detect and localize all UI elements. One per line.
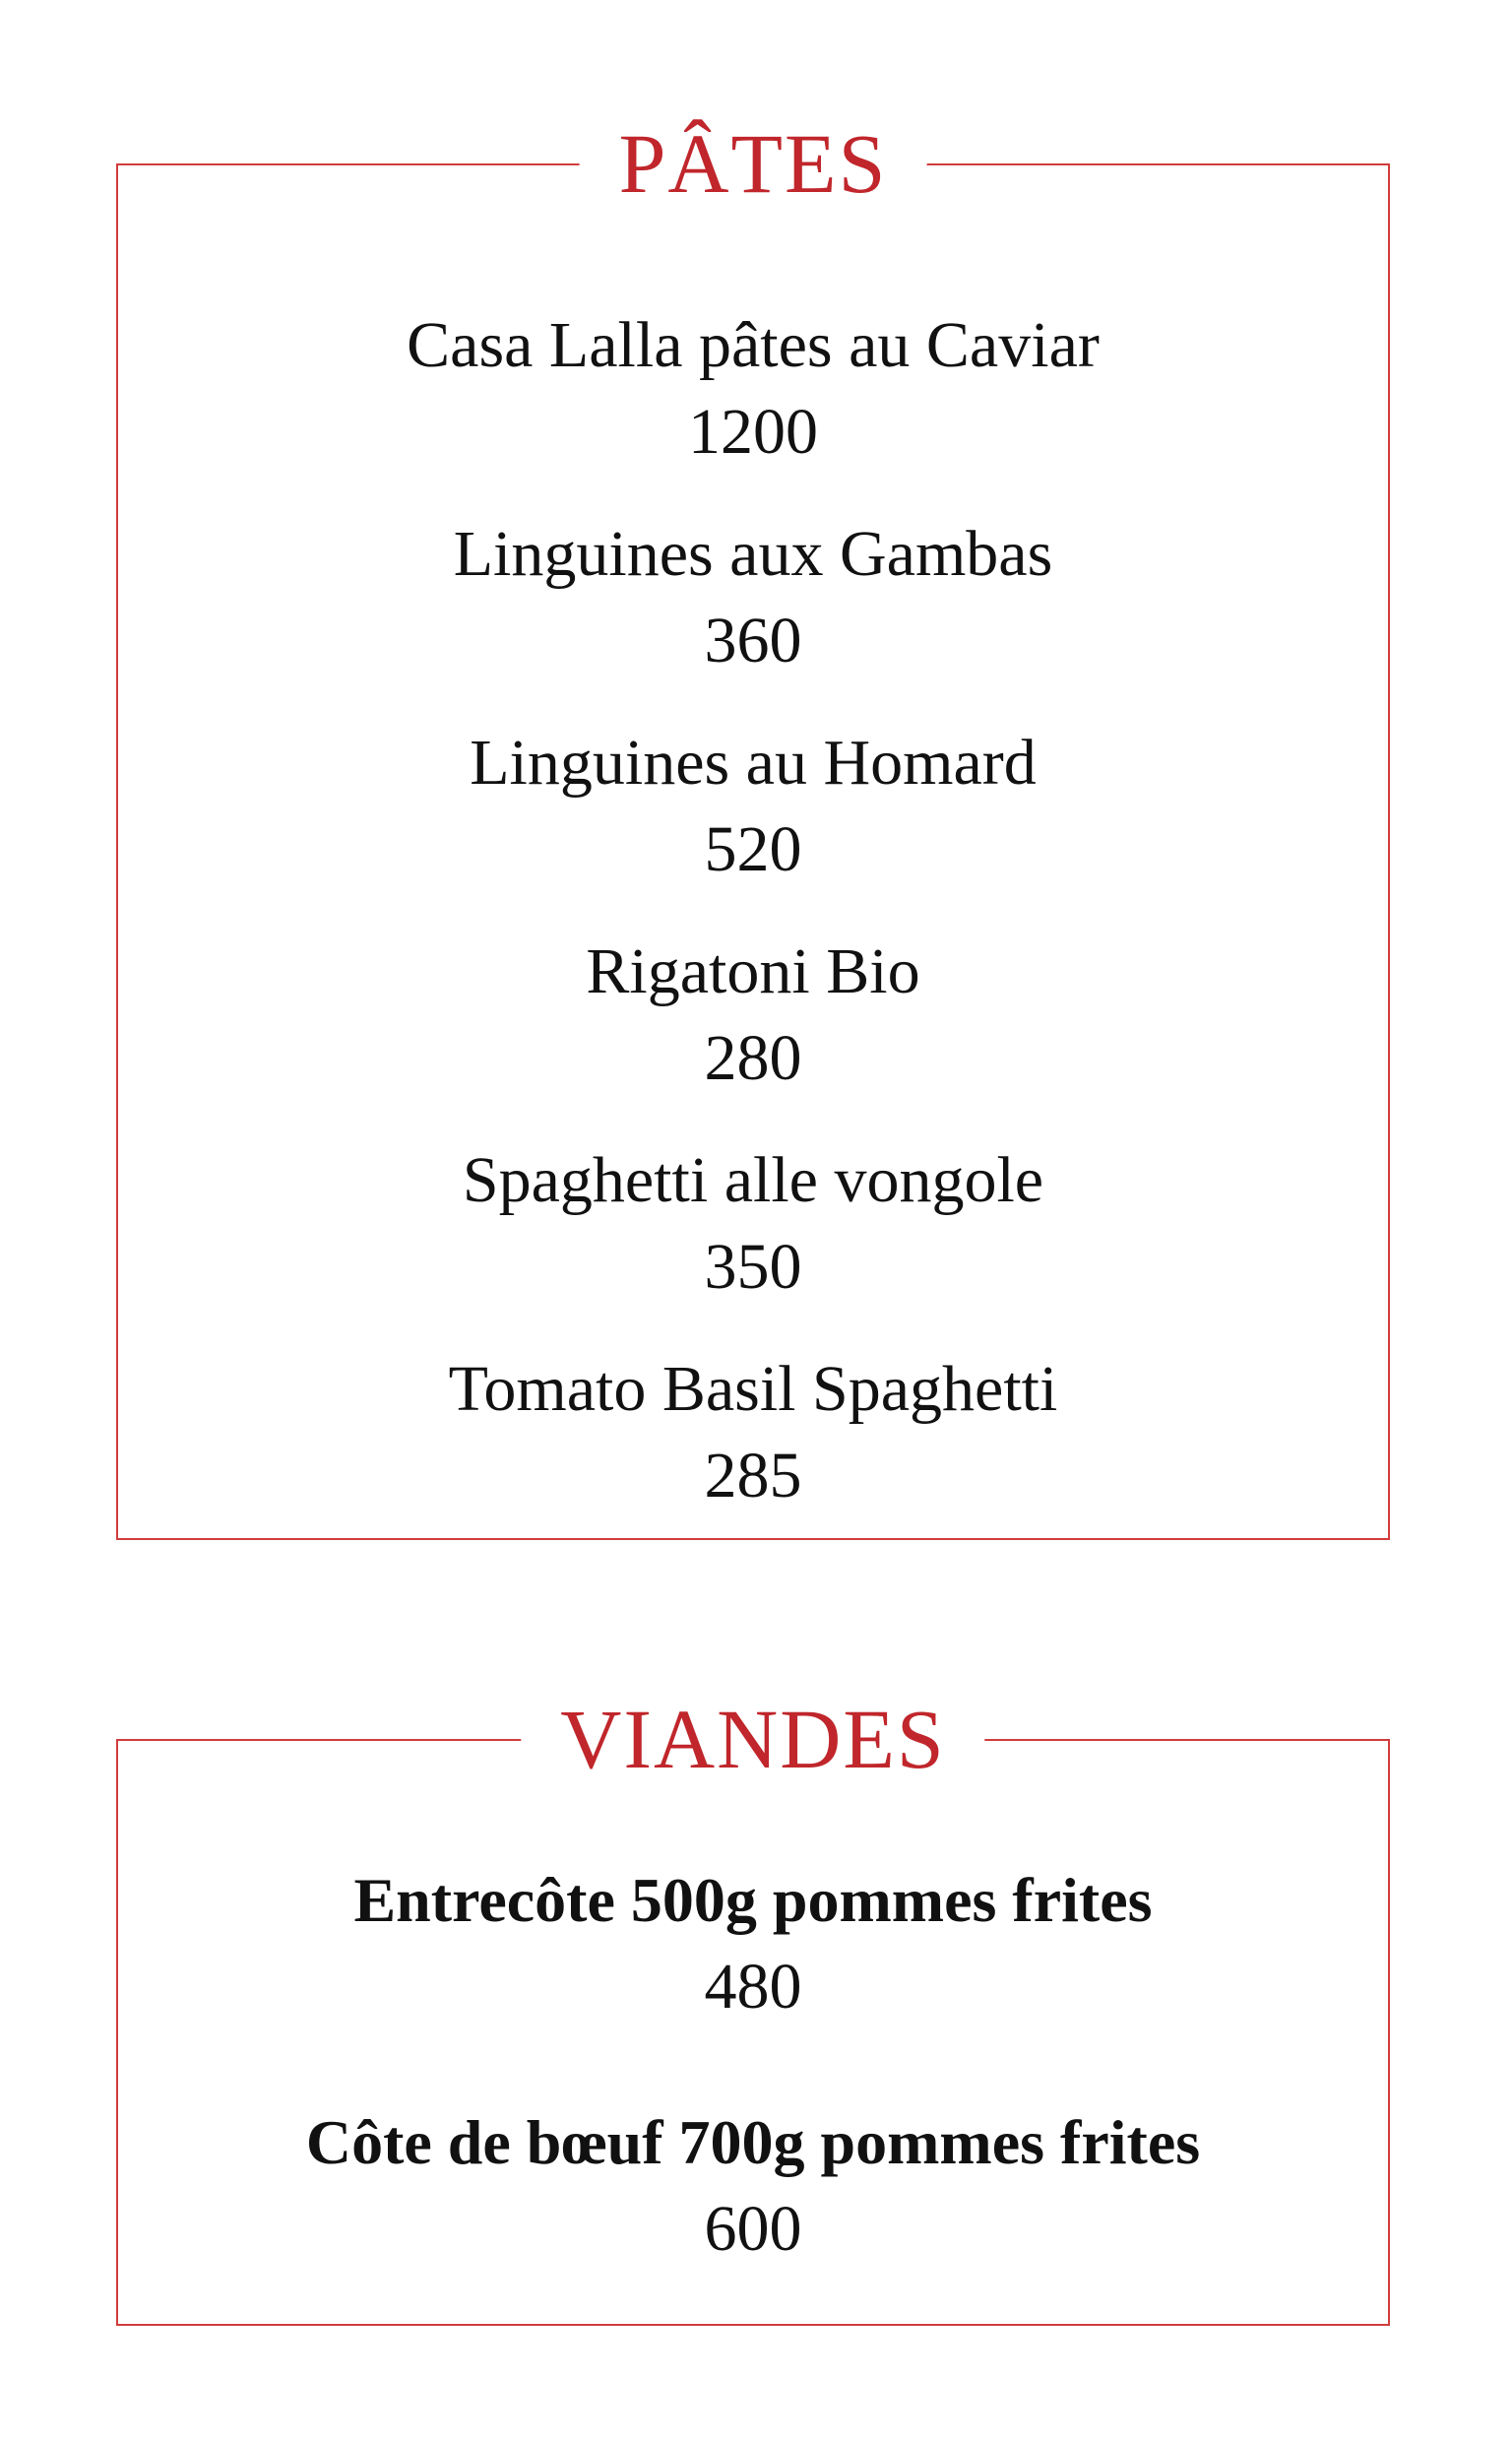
menu-item-name: Linguines aux Gambas	[453, 518, 1053, 590]
menu-item	[118, 929, 1388, 1137]
menu-item	[118, 1137, 1388, 1346]
menu-item	[118, 1857, 1388, 2099]
menu-item-name: Casa Lalla pâtes au Caviar	[407, 309, 1100, 381]
pates-item-list	[118, 302, 1388, 1555]
menu-item-name: Spaghetti alle vongole	[462, 1144, 1044, 1216]
menu-item	[118, 511, 1388, 720]
viandes-section	[116, 1692, 1390, 2326]
menu-item-name: Tomato Basil Spaghetti	[448, 1353, 1058, 1425]
pates-section-title: PÂTES	[580, 112, 927, 215]
menu-item-price: 280	[704, 1022, 802, 1094]
menu-item	[118, 720, 1388, 929]
menu-item	[118, 1346, 1388, 1555]
menu-item-name: Linguines au Homard	[470, 727, 1037, 799]
pates-section	[116, 116, 1390, 1540]
menu-item-price: 285	[704, 1440, 802, 1511]
menu-item-name: Entrecôte 500g pommes frites	[353, 1865, 1153, 1935]
menu-item-name: Côte de bœuf 700g pommes frites	[305, 2107, 1201, 2177]
menu-item-price: 480	[704, 1951, 802, 2023]
menu-item-price: 360	[704, 605, 802, 676]
viandes-section-title: VIANDES	[521, 1688, 984, 1790]
menu-item	[118, 302, 1388, 511]
menu-item-price: 350	[704, 1231, 802, 1303]
menu-item-price: 520	[704, 813, 802, 885]
menu-item-name: Rigatoni Bio	[586, 935, 920, 1007]
menu-item-price: 1200	[688, 396, 818, 468]
viandes-item-list	[118, 1857, 1388, 2342]
menu-item-price: 600	[704, 2193, 802, 2265]
menu-item	[118, 2099, 1388, 2342]
